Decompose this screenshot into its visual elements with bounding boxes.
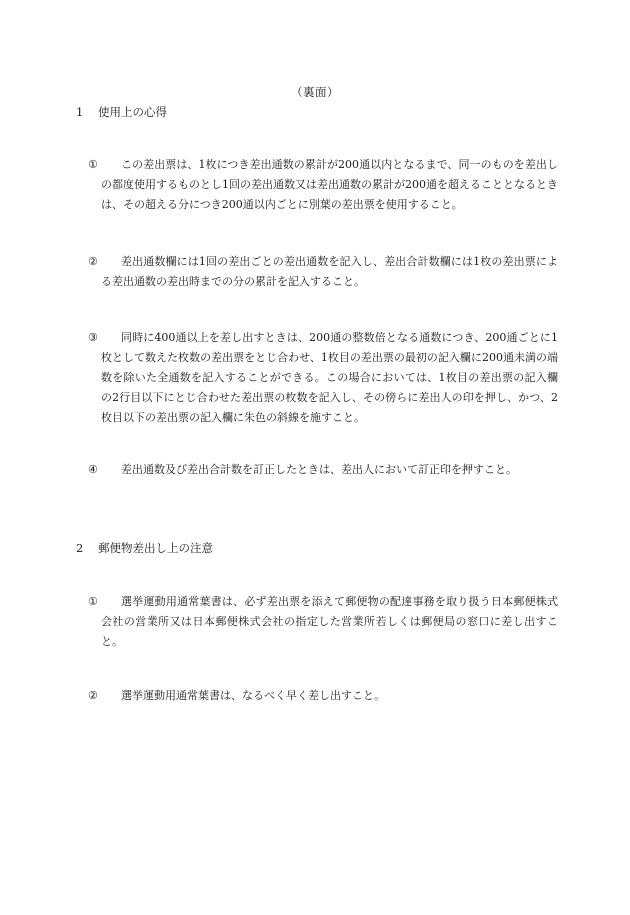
- item-mark: ②: [88, 689, 98, 702]
- section-2-item-2: [88, 686, 558, 706]
- item-mark: ④: [88, 463, 98, 476]
- item-text: 選挙運動用通常葉書は、必ず差出票を添えて郵便物の配達事務を取り扱う日本郵便株式会社の営業所又は日本郵便株式会社の指定した営業所若しくは郵便局の窓口に差し出すこと。: [101, 595, 558, 648]
- section-1-item-3: [88, 328, 558, 428]
- item-mark: ①: [88, 158, 98, 171]
- item-mark: ①: [88, 595, 98, 608]
- reverse-side-label: （裏面）: [291, 85, 339, 99]
- section-2-item-1: [88, 592, 558, 652]
- section-1-title: 使用上の心得: [98, 105, 167, 119]
- section-2-heading: [76, 540, 213, 556]
- item-text: 選挙運動用通常葉書は、なるべく早く差し出すこと。: [121, 689, 385, 702]
- item-text: 同時に400通以上を差し出すときは、200通の整数倍となる通数につき、200通ごとに1枚として数えた枚数の差出票をとじ合わせ、1枚目の差出票の最初の記入欄に200通未満の端数を除いた全通数を記入することができる。この場合においては、1枚目の差出票の記入欄の2行目以下にとじ合わせた差出票の枚数を記入し、その傍らに差出人の印を押し、かつ、2枚目以下の差出票の記入欄に朱色の斜線を施すこと。: [101, 331, 558, 424]
- section-2-title: 郵便物差出し上の注意: [98, 541, 213, 555]
- section-1-item-1: [88, 155, 558, 215]
- item-text: この差出票は、1枚につき差出通数の累計が200通以内となるまで、同一のものを差出しの都度使用するものとし1回の差出通数又は差出通数の累計が200通を超えることとなるときは、その超える分につき200通以内ごとに別葉の差出票を使用すること。: [101, 158, 558, 211]
- section-1-item-4: [88, 460, 558, 480]
- section-1-heading: [76, 104, 167, 120]
- section-1-item-2: [88, 252, 558, 292]
- section-1-number: 1: [76, 105, 84, 119]
- section-2-number: 2: [76, 541, 84, 555]
- item-mark: ②: [88, 255, 98, 268]
- item-text: 差出通数欄には1回の差出ごとの差出通数を記入し、差出合計数欄には1枚の差出票による差出通数の差出時までの分の累計を記入すること。: [101, 255, 558, 288]
- item-mark: ③: [88, 331, 98, 344]
- item-text: 差出通数及び差出合計数を訂正したときは、差出人において訂正印を押すこと。: [121, 463, 517, 476]
